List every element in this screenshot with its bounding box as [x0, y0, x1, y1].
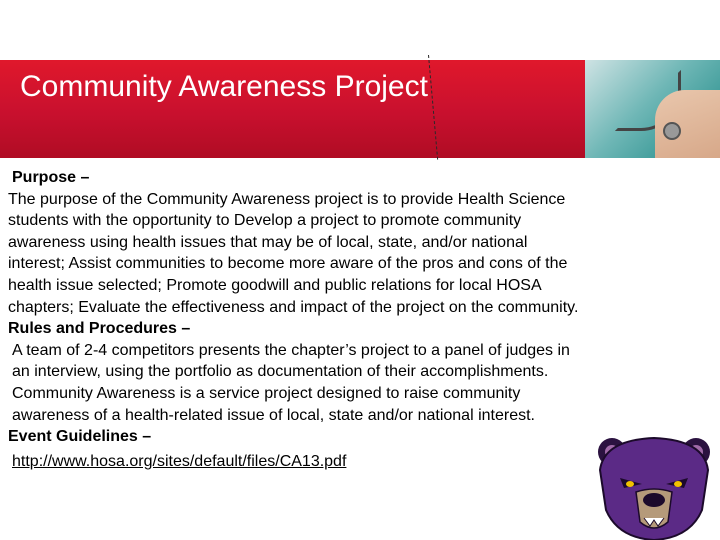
nurse-stethoscope-photo [585, 60, 720, 158]
bear-mascot-logo [590, 430, 718, 540]
bear-head-icon [598, 438, 710, 540]
rules-text: A team of 2-4 competitors presents the chapter’s project to a panel of judges in an interview, using the portfolio as documentation of their accomplishments. Community Awareness is a service project designed to raise community awareness of a health-related issue of local, state and/or national interest. [12, 341, 570, 424]
purpose-text: The purpose of the Community Awareness project is to provide Health Science students with the opportunity to Develop a project to promote community awareness using health issues that may be of local, state, and/or national interest; Assist communities to become more aware of the pros and cons of the health issue selected; Promote goodwill and public relations for local HOSA chapters; Evaluate the effectiveness and impact of the project on the community. [8, 190, 579, 316]
rules-heading: Rules and Procedures – [8, 320, 191, 338]
purpose-heading: Purpose – [12, 169, 90, 186]
guidelines-heading: Event Guidelines – [8, 428, 152, 446]
slide-body [8, 167, 588, 472]
slide-title: Community Awareness Project [20, 70, 428, 103]
stethoscope-icon [663, 122, 681, 140]
event-guidelines-link[interactable]: http://www.hosa.org/sites/default/files/CA13.pdf [12, 452, 347, 470]
